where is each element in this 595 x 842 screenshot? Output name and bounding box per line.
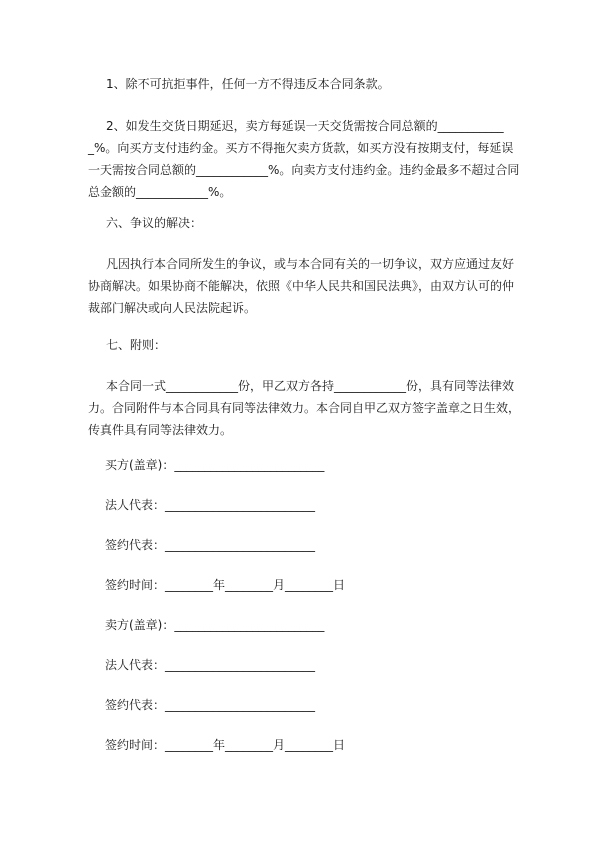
- buyer-seal-line: 买方(盖章)：_________________________: [105, 458, 325, 472]
- buyer-legal-rep-line: 法人代表：_________________________: [105, 498, 316, 512]
- section-6-body: 凡因执行本合同所发生的争议，或与本合同有关的一切争议，双方应通过友好协商解决。如果协商不能解决，依照《中华人民共和国民法典》，由双方认可的仲裁部门解决或向人民法院起诉。: [88, 257, 515, 315]
- section-7-body: 本合同一式____________份，甲乙双方各持____________份，具有同等法律效力。合同附件与本合同具有同等法律效力。本合同自甲乙双方签字盖章之日生效，传真件具有同等法律效力。: [88, 379, 521, 437]
- section-6-title: 六、争议的解决：: [106, 216, 203, 230]
- seller-signing-time-line: 签约时间：________年________月________日: [105, 738, 346, 752]
- buyer-signing-rep-line: 签约代表：_________________________: [105, 538, 316, 552]
- clause-2: 2、如发生交货日期延迟，卖方每延误一天交货需按合同总额的____________%。向买方支付违约金。买方不得拖欠卖方货款，如买方没有按期支付，每延误一天需按合同总额的____________%。向卖方支付违约金。违约金最多不超过合同总金额的____________%。: [88, 119, 520, 199]
- seller-legal-rep-line: 法人代表：_________________________: [105, 658, 316, 672]
- seller-seal-line: 卖方(盖章)：_________________________: [105, 618, 325, 632]
- buyer-signing-time-line: 签约时间：________年________月________日: [105, 578, 346, 592]
- section-7-title: 七、附则：: [106, 338, 167, 352]
- seller-signing-rep-line: 签约代表：_________________________: [105, 698, 316, 712]
- clause-1: 1、除不可抗拒事件，任何一方不得违反本合同条款。: [106, 77, 390, 91]
